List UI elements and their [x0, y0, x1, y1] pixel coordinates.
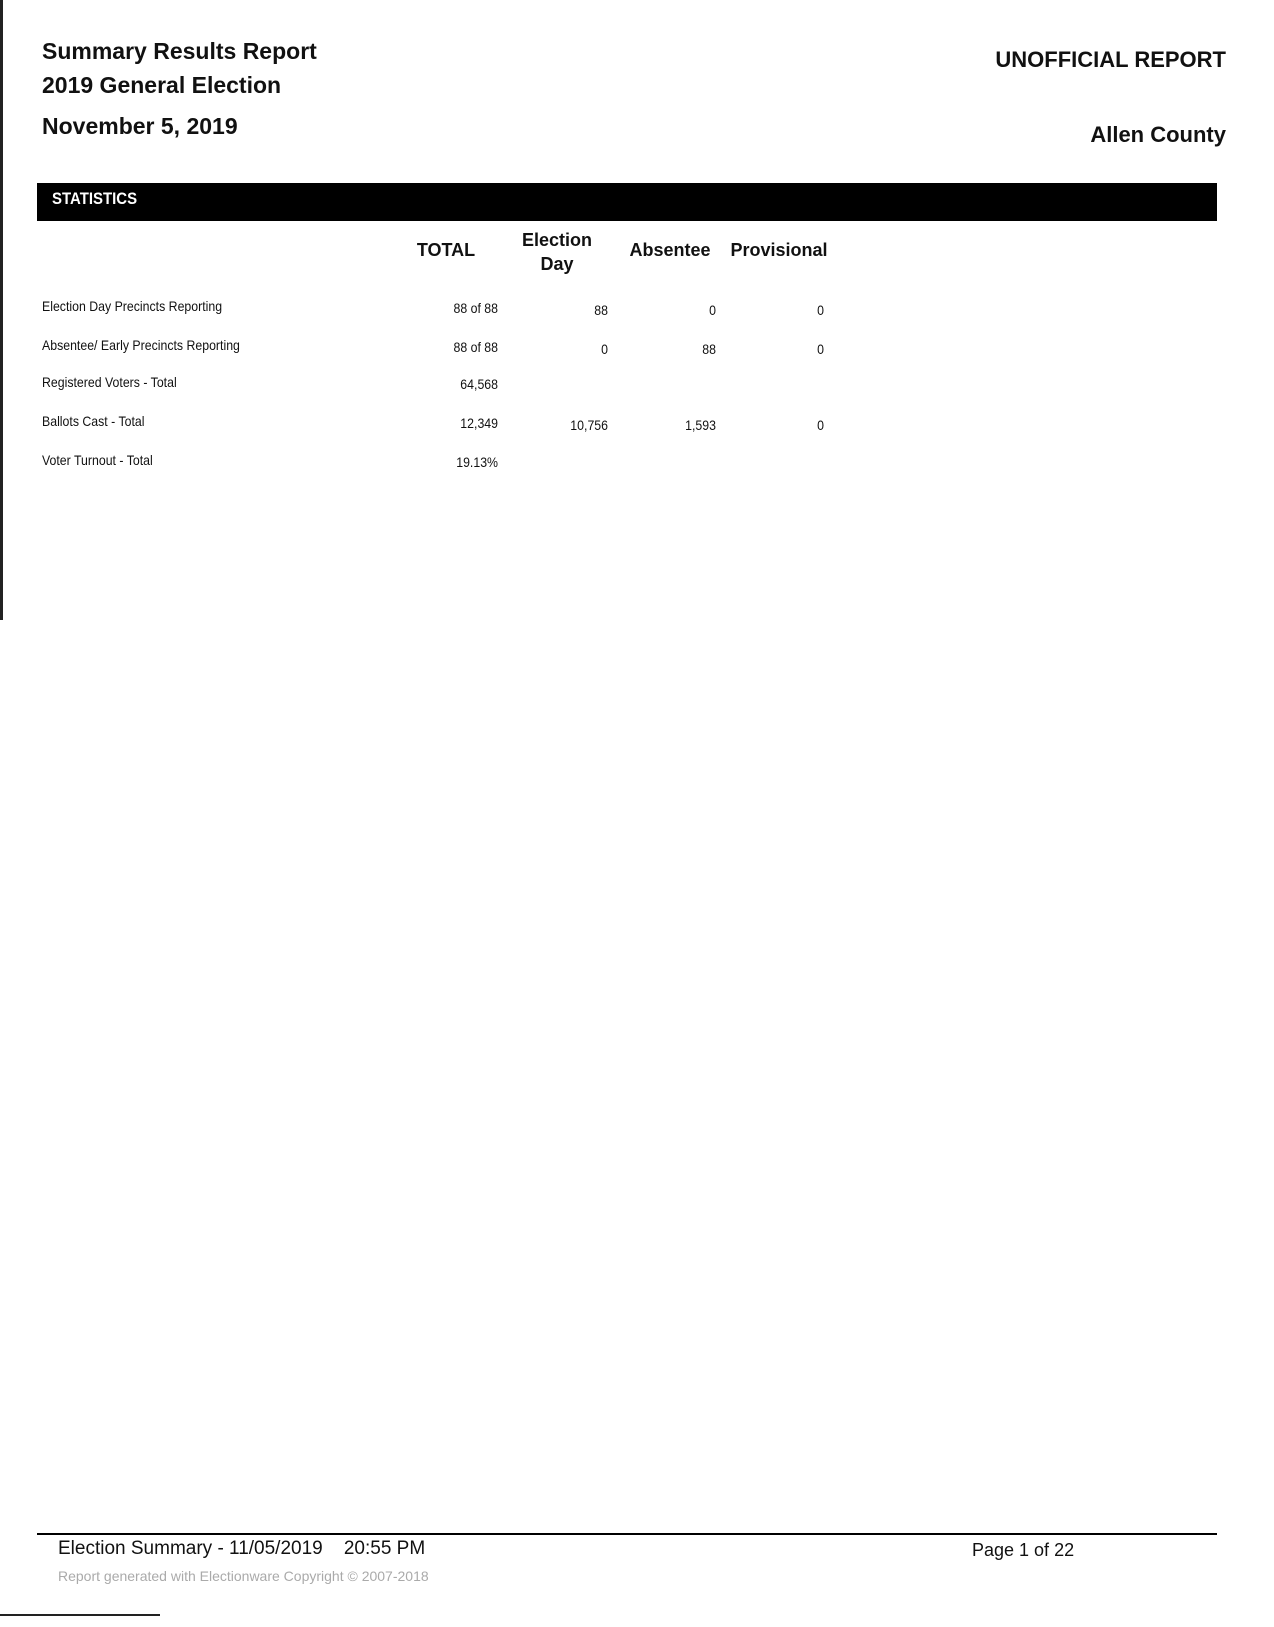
column-header-total: TOTAL: [416, 240, 476, 260]
report-status: UNOFFICIAL REPORT: [995, 47, 1226, 72]
footer-summary: Election Summary - 11/05/2019 20:55 PM: [58, 1538, 426, 1559]
footer-divider: [37, 1533, 1217, 1535]
report-title: Summary Results Report: [42, 38, 317, 64]
cell-provisional: 0: [817, 341, 824, 357]
election-name: 2019 General Election: [42, 72, 282, 98]
column-header-provisional: Provisional: [730, 240, 828, 260]
cell-provisional: 0: [817, 417, 824, 433]
cell-absentee: 1,593: [685, 417, 716, 433]
scan-edge-bottom: [0, 1614, 160, 1616]
cell-total: 88 of 88: [453, 339, 498, 355]
cell-total: 12,349: [460, 415, 498, 431]
section-title: STATISTICS: [52, 189, 138, 208]
cell-absentee: 88: [702, 341, 716, 357]
cell-total: 64,568: [460, 376, 498, 392]
column-header-line: Day: [540, 254, 574, 274]
cell-election-day: 88: [594, 302, 608, 318]
cell-provisional: 0: [817, 302, 824, 318]
election-date: November 5, 2019: [42, 113, 238, 139]
row-label: Voter Turnout - Total: [42, 452, 153, 468]
cell-election-day: 10,756: [570, 417, 608, 433]
county-name: Allen County: [1090, 122, 1226, 147]
cell-total: 19.13%: [456, 454, 498, 470]
cell-total: 88 of 88: [453, 300, 498, 316]
cell-election-day: 0: [601, 341, 608, 357]
row-label: Election Day Precincts Reporting: [42, 298, 223, 314]
row-label: Ballots Cast - Total: [42, 413, 145, 429]
column-header-election-day: [508, 228, 606, 276]
page-number: Page 1 of 22: [972, 1540, 1075, 1560]
footer-copyright: Report generated with Electionware Copyright © 2007-2018: [58, 1568, 429, 1584]
cell-absentee: 0: [709, 302, 716, 318]
column-header-absentee: Absentee: [629, 240, 711, 260]
scan-edge: [0, 0, 3, 620]
row-label: Registered Voters - Total: [42, 374, 177, 390]
column-header-line: Election: [521, 230, 592, 250]
row-label: Absentee/ Early Precincts Reporting: [42, 337, 240, 353]
section-header-bar: [37, 183, 1217, 221]
